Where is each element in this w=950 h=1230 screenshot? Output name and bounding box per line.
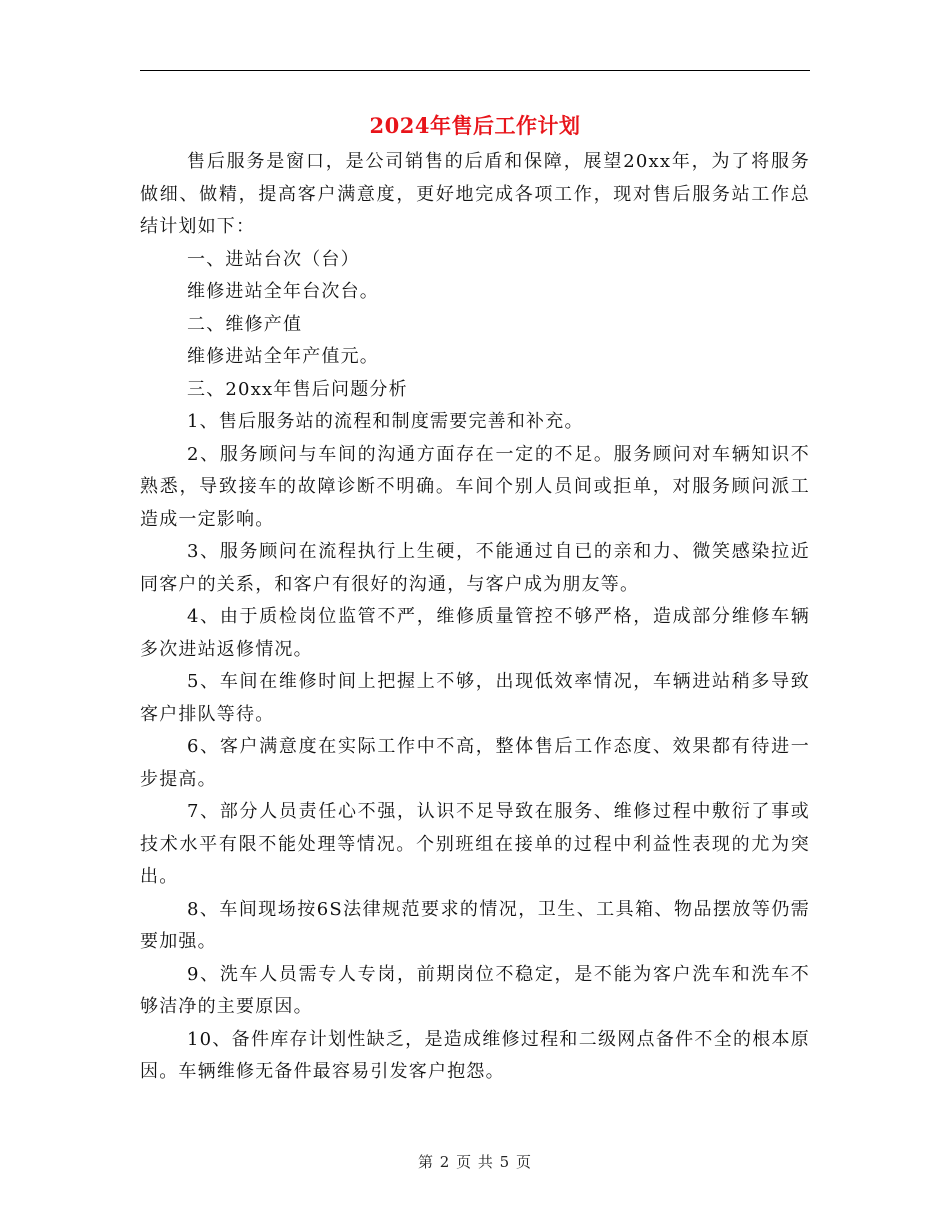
heading-section-3: 三、20xx年售后问题分析 [187,378,408,400]
list-item-1: 1、售后服务站的流程和制度需要完善和补充。 [187,411,584,432]
list-item-8: 8、车间现场按6S法律规范要求的情况，卫生、工具箱、物品摆放等仍需要加强。 [140,898,810,952]
paragraph-section-2: 维修进站全年产值元。 [187,346,379,367]
heading-section-2: 二、维修产值 [187,313,303,335]
paragraph-section-1: 维修进站全年台次台。 [187,281,379,302]
header-rule [140,70,810,71]
list-item-10: 10、备件库存计划性缺乏，是造成维修过程和二级网点备件不全的根本原因。车辆维修无备件最容易引发客户抱怨。 [140,1028,810,1082]
list-item-6: 6、客户满意度在实际工作中不高，整体售后工作态度、效果都有待进一步提高。 [140,736,810,790]
list-item-3: 3、服务顾问在流程执行上生硬，不能通过自已的亲和力、微笑感染拉近同客户的关系，和客户有很好的沟通，与客户成为朋友等。 [140,541,810,595]
list-item-7: 7、部分人员责任心不强，认识不足导致在服务、维修过程中敷衍了事或技术水平有限不能处理等情况。个别班组在接单的过程中利益性表现的尤为突出。 [140,801,810,887]
document-body [140,146,810,1089]
document-title: 2024年售后工作计划 [369,113,581,138]
list-item-4: 4、由于质检岗位监管不严，维修质量管控不够严格，造成部分维修车辆多次进站返修情况。 [140,606,810,660]
list-item-5: 5、车间在维修时间上把握上不够，出现低效率情况，车辆进站稍多导致客户排队等待。 [140,671,810,725]
list-item-9: 9、洗车人员需专人专岗，前期岗位不稳定，是不能为客户洗车和洗车不够洁净的主要原因。 [140,963,810,1017]
list-item-2: 2、服务顾问与车间的沟通方面存在一定的不足。服务顾问对车辆知识不熟悉，导致接车的故障诊断不明确。车间个别人员间或拒单，对服务顾问派工造成一定影响。 [140,443,810,530]
page-number: 第 2 页 共 5 页 [418,1153,532,1171]
heading-section-1: 一、进站台次（台） [187,248,360,270]
paragraph-intro: 售后服务是窗口，是公司销售的后盾和保障，展望20xx年，为了将服务做细、做精，提高客户满意度，更好地完成各项工作，现对售后服务站工作总结计划如下： [140,151,810,237]
